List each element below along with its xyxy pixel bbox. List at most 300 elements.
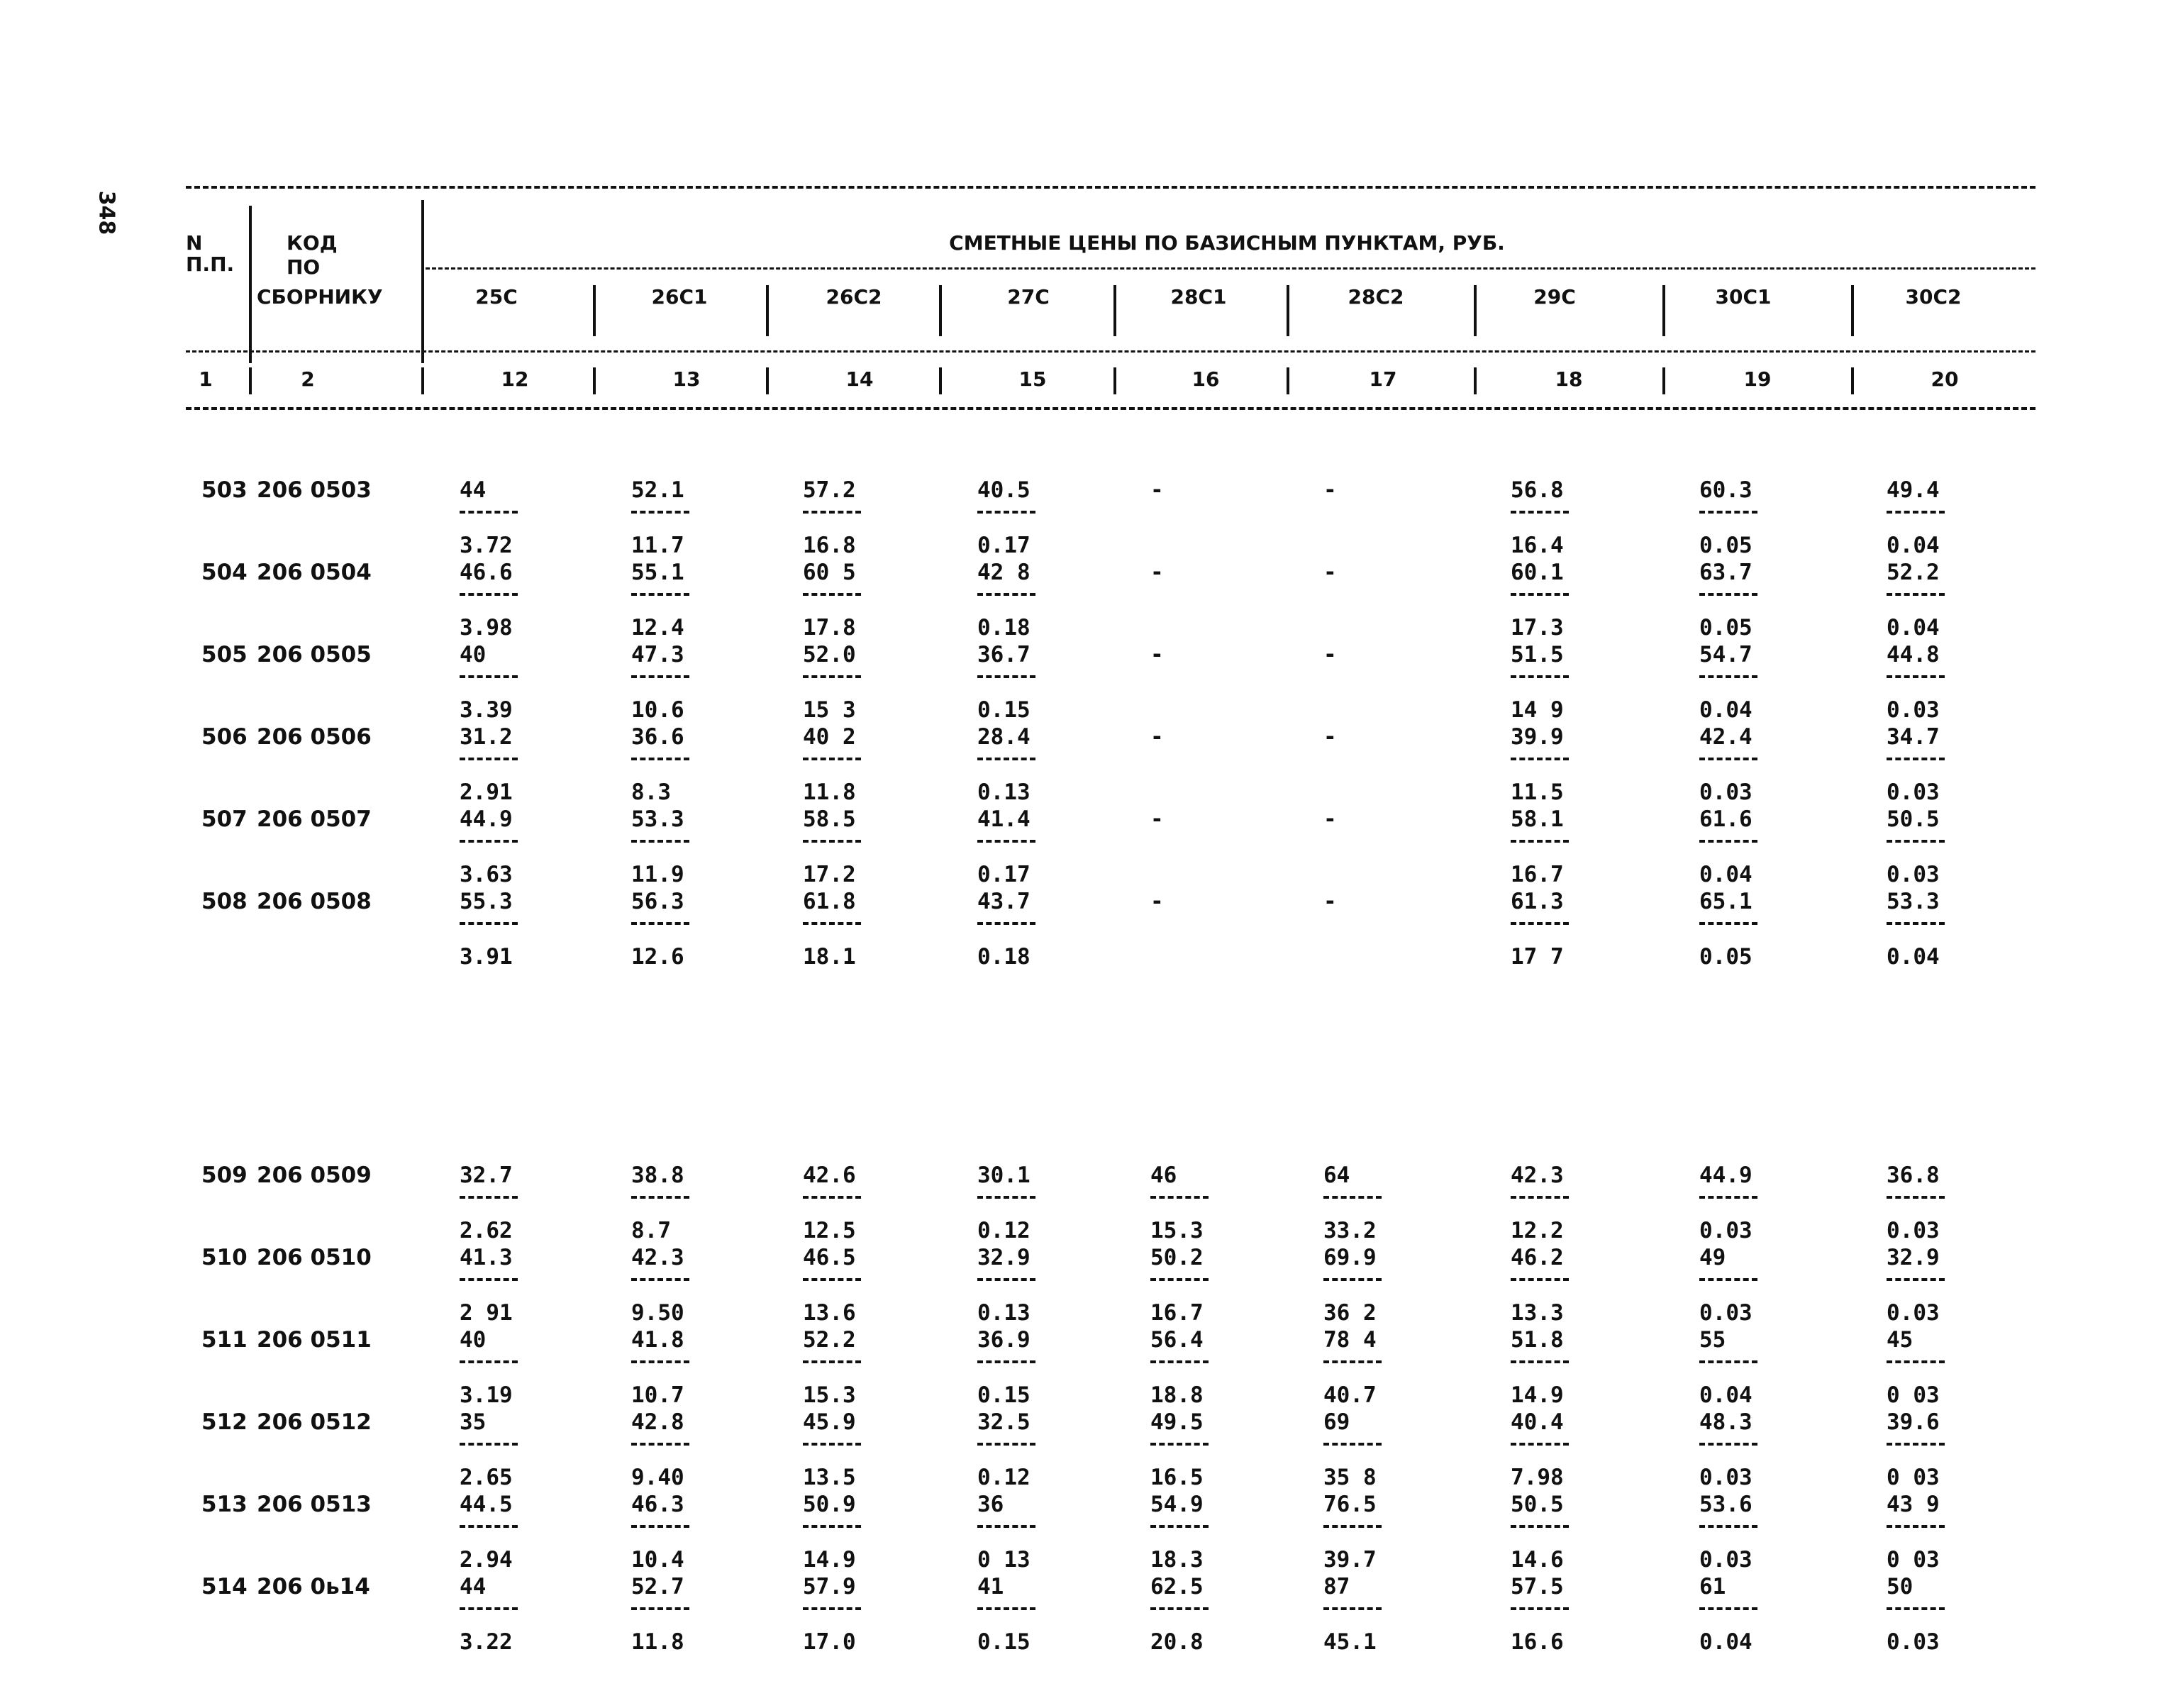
page-number: 348 bbox=[94, 190, 119, 235]
fraction-rule bbox=[1323, 1525, 1382, 1528]
price-value: 51.8 bbox=[1511, 1327, 1564, 1353]
secondary-value: 15.3 bbox=[1150, 1218, 1204, 1243]
secondary-value: 3.91 bbox=[460, 944, 513, 970]
secondary-value: 3.72 bbox=[460, 533, 513, 558]
secondary-value: 17.3 bbox=[1511, 615, 1564, 640]
fraction-rule bbox=[1150, 1360, 1209, 1363]
price-value: 50.5 bbox=[1511, 1492, 1564, 1517]
price-value: 64 bbox=[1323, 1163, 1350, 1188]
point-col-separator bbox=[593, 285, 596, 336]
secondary-value: 9.50 bbox=[631, 1300, 684, 1326]
price-value: 55 bbox=[1699, 1327, 1726, 1353]
price-value: 36.8 bbox=[1887, 1163, 1940, 1188]
fraction-rule bbox=[1887, 1196, 1945, 1199]
row-code: 206 0513 bbox=[257, 1492, 372, 1517]
price-value: 47.3 bbox=[631, 642, 684, 667]
secondary-value: 39.7 bbox=[1323, 1547, 1377, 1573]
point-col-separator bbox=[1287, 367, 1289, 394]
point-header: 27С bbox=[1007, 285, 1050, 309]
row-number: 513 bbox=[201, 1492, 248, 1517]
fraction-rule bbox=[1887, 1360, 1945, 1363]
fraction-rule bbox=[1150, 1196, 1209, 1199]
row-number: 503 bbox=[201, 477, 248, 503]
price-value: 32.9 bbox=[1887, 1245, 1940, 1270]
secondary-value: 0.04 bbox=[1699, 1629, 1752, 1655]
header-col-separator bbox=[421, 367, 424, 394]
price-value: 39.9 bbox=[1511, 724, 1564, 750]
fraction-rule bbox=[977, 1360, 1035, 1363]
fraction-rule bbox=[1699, 1443, 1757, 1446]
point-col-separator bbox=[1287, 285, 1289, 336]
fraction-rule bbox=[803, 1360, 861, 1363]
fraction-rule bbox=[1887, 1278, 1945, 1281]
price-value: 53.3 bbox=[1887, 889, 1940, 914]
point-header: 28С2 bbox=[1348, 285, 1404, 309]
secondary-value: 2.62 bbox=[460, 1218, 513, 1243]
fraction-rule bbox=[1699, 1360, 1757, 1363]
row-number: 510 bbox=[201, 1245, 248, 1270]
price-value: - bbox=[1323, 806, 1337, 832]
secondary-value: 0.03 bbox=[1699, 780, 1752, 805]
secondary-value: 14.6 bbox=[1511, 1547, 1564, 1573]
secondary-value: 12.6 bbox=[631, 944, 684, 970]
fraction-rule bbox=[460, 1360, 518, 1363]
row-number: 511 bbox=[201, 1327, 248, 1353]
price-value: - bbox=[1150, 477, 1164, 503]
fraction-rule bbox=[1511, 922, 1569, 925]
secondary-value: 16.7 bbox=[1511, 862, 1564, 887]
secondary-value: 3.19 bbox=[460, 1382, 513, 1408]
column-number: 13 bbox=[672, 367, 701, 391]
price-value: - bbox=[1150, 889, 1164, 914]
price-value: 41.8 bbox=[631, 1327, 684, 1353]
secondary-value: 11.8 bbox=[803, 780, 856, 805]
price-value: 46 bbox=[1150, 1163, 1177, 1188]
secondary-value: 17.2 bbox=[803, 862, 856, 887]
fraction-rule bbox=[1511, 1525, 1569, 1528]
fraction-rule bbox=[1511, 1443, 1569, 1446]
secondary-value: 0.03 bbox=[1887, 862, 1940, 887]
price-value: - bbox=[1323, 889, 1337, 914]
fraction-rule bbox=[631, 1525, 689, 1528]
secondary-value: 11.5 bbox=[1511, 780, 1564, 805]
fraction-rule bbox=[1887, 511, 1945, 514]
secondary-value: 16.7 bbox=[1150, 1300, 1204, 1326]
row-code: 206 0510 bbox=[257, 1245, 372, 1270]
point-col-separator bbox=[1113, 285, 1116, 336]
secondary-value: 16.6 bbox=[1511, 1629, 1564, 1655]
fraction-rule bbox=[460, 1525, 518, 1528]
price-value: 65.1 bbox=[1699, 889, 1752, 914]
secondary-value: 10.7 bbox=[631, 1382, 684, 1408]
secondary-value: 0.12 bbox=[977, 1218, 1031, 1243]
row-code: 206 0508 bbox=[257, 889, 372, 914]
fraction-rule bbox=[977, 1278, 1035, 1281]
price-value: 38.8 bbox=[631, 1163, 684, 1188]
price-value: 30.1 bbox=[977, 1163, 1031, 1188]
price-value: 56.3 bbox=[631, 889, 684, 914]
price-value: - bbox=[1150, 642, 1164, 667]
fraction-rule bbox=[460, 593, 518, 596]
fraction-rule bbox=[803, 675, 861, 678]
price-value: 56.8 bbox=[1511, 477, 1564, 503]
fraction-rule bbox=[1511, 758, 1569, 760]
fraction-rule bbox=[631, 1607, 689, 1610]
price-value: 56.4 bbox=[1150, 1327, 1204, 1353]
secondary-value: 14 9 bbox=[1511, 697, 1564, 723]
point-col-separator bbox=[1851, 285, 1854, 336]
fraction-rule bbox=[1511, 1196, 1569, 1199]
secondary-value: 33.2 bbox=[1323, 1218, 1377, 1243]
price-value: 63.7 bbox=[1699, 560, 1752, 585]
secondary-value: 17.8 bbox=[803, 615, 856, 640]
price-value: 36.6 bbox=[631, 724, 684, 750]
price-value: 61.8 bbox=[803, 889, 856, 914]
row-number: 514 bbox=[201, 1574, 248, 1599]
row-code: 206 0512 bbox=[257, 1409, 372, 1435]
price-value: 62.5 bbox=[1150, 1574, 1204, 1599]
secondary-value: 0.15 bbox=[977, 1629, 1031, 1655]
fraction-rule bbox=[803, 1607, 861, 1610]
price-value: 42.3 bbox=[1511, 1163, 1564, 1188]
price-value: 76.5 bbox=[1323, 1492, 1377, 1517]
price-value: 45 bbox=[1887, 1327, 1913, 1353]
header-mid-rule bbox=[426, 267, 2035, 270]
price-value: 61 bbox=[1699, 1574, 1726, 1599]
fraction-rule bbox=[1511, 1360, 1569, 1363]
point-header: 29С bbox=[1533, 285, 1576, 309]
secondary-value: 17 7 bbox=[1511, 944, 1564, 970]
fraction-rule bbox=[1699, 1525, 1757, 1528]
secondary-value: 2.65 bbox=[460, 1465, 513, 1490]
fraction-rule bbox=[803, 922, 861, 925]
price-value: 43.7 bbox=[977, 889, 1031, 914]
fraction-rule bbox=[631, 1196, 689, 1199]
price-value: 52.7 bbox=[631, 1574, 684, 1599]
price-value: 44.8 bbox=[1887, 642, 1940, 667]
price-value: 61.3 bbox=[1511, 889, 1564, 914]
fraction-rule bbox=[1323, 1607, 1382, 1610]
price-value: - bbox=[1150, 724, 1164, 750]
secondary-value: 0.03 bbox=[1887, 1300, 1940, 1326]
secondary-value: 40.7 bbox=[1323, 1382, 1377, 1408]
fraction-rule bbox=[977, 758, 1035, 760]
price-value: 69.9 bbox=[1323, 1245, 1377, 1270]
column-number: 14 bbox=[845, 367, 874, 391]
price-value: 57.9 bbox=[803, 1574, 856, 1599]
price-value: 55.3 bbox=[460, 889, 513, 914]
fraction-rule bbox=[1511, 675, 1569, 678]
price-value: 57.5 bbox=[1511, 1574, 1564, 1599]
secondary-value: 2.91 bbox=[460, 780, 513, 805]
point-col-separator bbox=[593, 367, 596, 394]
price-value: 52.1 bbox=[631, 477, 684, 503]
fraction-rule bbox=[977, 1525, 1035, 1528]
point-header: 25С bbox=[475, 285, 518, 309]
price-value: 44 bbox=[460, 1574, 487, 1599]
fraction-rule bbox=[977, 593, 1035, 596]
fraction-rule bbox=[977, 1443, 1035, 1446]
header-title: СМЕТНЫЕ ЦЕНЫ ПО БАЗИСНЫМ ПУНКТАМ, РУБ. bbox=[949, 231, 1505, 255]
price-value: 78 4 bbox=[1323, 1327, 1377, 1353]
fraction-rule bbox=[460, 1443, 518, 1446]
fraction-rule bbox=[1887, 922, 1945, 925]
point-col-separator bbox=[766, 367, 769, 394]
point-col-separator bbox=[1113, 367, 1116, 394]
fraction-rule bbox=[1699, 593, 1757, 596]
secondary-value: 36 2 bbox=[1323, 1300, 1377, 1326]
price-value: 32.9 bbox=[977, 1245, 1031, 1270]
secondary-value: 0 03 bbox=[1887, 1382, 1940, 1408]
secondary-value: 0.13 bbox=[977, 1300, 1031, 1326]
price-value: 39.6 bbox=[1887, 1409, 1940, 1435]
secondary-value: 0.03 bbox=[1699, 1465, 1752, 1490]
secondary-value: 0.03 bbox=[1887, 1629, 1940, 1655]
price-value: 42.6 bbox=[803, 1163, 856, 1188]
secondary-value: 7.98 bbox=[1511, 1465, 1564, 1490]
column-number: 17 bbox=[1369, 367, 1397, 391]
point-header: 26С2 bbox=[826, 285, 882, 309]
fraction-rule bbox=[1150, 1278, 1209, 1281]
price-value: 61.6 bbox=[1699, 806, 1752, 832]
secondary-value: 3.63 bbox=[460, 862, 513, 887]
point-header: 30С1 bbox=[1715, 285, 1772, 309]
fraction-rule bbox=[1699, 1196, 1757, 1199]
secondary-value: 0.15 bbox=[977, 1382, 1031, 1408]
point-col-separator bbox=[766, 285, 769, 336]
price-value: 45.9 bbox=[803, 1409, 856, 1435]
secondary-value: 12.5 bbox=[803, 1218, 856, 1243]
secondary-value: 11.8 bbox=[631, 1629, 684, 1655]
column-number: 15 bbox=[1018, 367, 1047, 391]
header-col-separator bbox=[249, 367, 252, 394]
point-col-separator bbox=[1662, 367, 1665, 394]
secondary-value: 0.03 bbox=[1699, 1547, 1752, 1573]
fraction-rule bbox=[631, 1278, 689, 1281]
row-code: 206 0505 bbox=[257, 642, 372, 667]
row-number: 504 bbox=[201, 560, 248, 585]
price-value: 42.4 bbox=[1699, 724, 1752, 750]
fraction-rule bbox=[803, 511, 861, 514]
secondary-value: 0.04 bbox=[1887, 615, 1940, 640]
price-value: 52.2 bbox=[803, 1327, 856, 1353]
column-number: 1 bbox=[199, 367, 213, 391]
price-value: 49 bbox=[1699, 1245, 1726, 1270]
price-value: 36.7 bbox=[977, 642, 1031, 667]
fraction-rule bbox=[631, 511, 689, 514]
price-value: 60.3 bbox=[1699, 477, 1752, 503]
fraction-rule bbox=[977, 1607, 1035, 1610]
fraction-rule bbox=[1699, 675, 1757, 678]
fraction-rule bbox=[977, 840, 1035, 843]
secondary-value: 11.7 bbox=[631, 533, 684, 558]
column-number: 12 bbox=[501, 367, 529, 391]
fraction-rule bbox=[460, 675, 518, 678]
secondary-value: 0.13 bbox=[977, 780, 1031, 805]
price-value: 44 bbox=[460, 477, 487, 503]
header-np-label-line1: N bbox=[186, 231, 203, 255]
secondary-value: 0.12 bbox=[977, 1465, 1031, 1490]
secondary-value: 17.0 bbox=[803, 1629, 856, 1655]
price-value: 42.8 bbox=[631, 1409, 684, 1435]
secondary-value: 0.03 bbox=[1887, 697, 1940, 723]
header-col-separator bbox=[249, 206, 252, 363]
secondary-value: 35 8 bbox=[1323, 1465, 1377, 1490]
secondary-value: 0.17 bbox=[977, 533, 1031, 558]
price-value: 41.3 bbox=[460, 1245, 513, 1270]
secondary-value: 2.94 bbox=[460, 1547, 513, 1573]
fraction-rule bbox=[803, 1278, 861, 1281]
fraction-rule bbox=[460, 758, 518, 760]
price-value: 46.2 bbox=[1511, 1245, 1564, 1270]
header-code-label-line3: СБОРНИКУ bbox=[257, 285, 383, 309]
fraction-rule bbox=[1150, 1525, 1209, 1528]
secondary-value: 13.6 bbox=[803, 1300, 856, 1326]
header-code-label-line2: ПО bbox=[287, 255, 321, 279]
point-col-separator bbox=[1474, 285, 1477, 336]
point-col-separator bbox=[1662, 285, 1665, 336]
price-value: 42.3 bbox=[631, 1245, 684, 1270]
price-value: - bbox=[1150, 806, 1164, 832]
header-np-label-line2: П.П. bbox=[186, 253, 235, 276]
price-value: 40 2 bbox=[803, 724, 856, 750]
price-value: 46.3 bbox=[631, 1492, 684, 1517]
fraction-rule bbox=[1887, 758, 1945, 760]
column-number: 2 bbox=[301, 367, 315, 391]
fraction-rule bbox=[977, 1196, 1035, 1199]
price-value: 60 5 bbox=[803, 560, 856, 585]
header-col-separator bbox=[421, 200, 424, 363]
fraction-rule bbox=[631, 1443, 689, 1446]
fraction-rule bbox=[1699, 511, 1757, 514]
secondary-value: 16.8 bbox=[803, 533, 856, 558]
fraction-rule bbox=[977, 675, 1035, 678]
secondary-value: 0.04 bbox=[1887, 944, 1940, 970]
row-number: 505 bbox=[201, 642, 248, 667]
price-value: 50.2 bbox=[1150, 1245, 1204, 1270]
row-number: 507 bbox=[201, 806, 248, 832]
fraction-rule bbox=[460, 840, 518, 843]
secondary-value: 0.17 bbox=[977, 862, 1031, 887]
price-value: 34.7 bbox=[1887, 724, 1940, 750]
fraction-rule bbox=[803, 1525, 861, 1528]
price-value: 40 bbox=[460, 642, 487, 667]
point-col-separator bbox=[1474, 367, 1477, 394]
price-value: 36.9 bbox=[977, 1327, 1031, 1353]
column-number: 19 bbox=[1743, 367, 1772, 391]
fraction-rule bbox=[803, 1196, 861, 1199]
secondary-value: 13.5 bbox=[803, 1465, 856, 1490]
price-value: 44.9 bbox=[460, 806, 513, 832]
price-value: 57.2 bbox=[803, 477, 856, 503]
price-value: 46.5 bbox=[803, 1245, 856, 1270]
header-lower-rule bbox=[186, 350, 2035, 353]
fraction-rule bbox=[1511, 1607, 1569, 1610]
secondary-value: 0.18 bbox=[977, 944, 1031, 970]
price-value: 46.6 bbox=[460, 560, 513, 585]
secondary-value: 0.15 bbox=[977, 697, 1031, 723]
fraction-rule bbox=[803, 758, 861, 760]
fraction-rule bbox=[1150, 1607, 1209, 1610]
fraction-rule bbox=[977, 511, 1035, 514]
price-value: 54.7 bbox=[1699, 642, 1752, 667]
secondary-value: 13.3 bbox=[1511, 1300, 1564, 1326]
row-code: 206 0506 bbox=[257, 724, 372, 750]
secondary-value: 15.3 bbox=[803, 1382, 856, 1408]
secondary-value: 8.7 bbox=[631, 1218, 671, 1243]
point-header: 28С1 bbox=[1170, 285, 1227, 309]
price-value: 40.4 bbox=[1511, 1409, 1564, 1435]
fraction-rule bbox=[1511, 1278, 1569, 1281]
point-col-separator bbox=[939, 285, 942, 336]
row-code: 206 0509 bbox=[257, 1163, 372, 1188]
secondary-value: 3.98 bbox=[460, 615, 513, 640]
secondary-value: 3.39 bbox=[460, 697, 513, 723]
price-value: 40 bbox=[460, 1327, 487, 1353]
fraction-rule bbox=[631, 1360, 689, 1363]
price-value: 31.2 bbox=[460, 724, 513, 750]
secondary-value: 0.05 bbox=[1699, 615, 1752, 640]
price-value: 32.7 bbox=[460, 1163, 513, 1188]
fraction-rule bbox=[460, 1196, 518, 1199]
price-value: 53.3 bbox=[631, 806, 684, 832]
price-value: - bbox=[1323, 477, 1337, 503]
price-value: 50 bbox=[1887, 1574, 1913, 1599]
secondary-value: 8.3 bbox=[631, 780, 671, 805]
row-code: 206 0503 bbox=[257, 477, 372, 503]
fraction-rule bbox=[1511, 593, 1569, 596]
secondary-value: 0.03 bbox=[1699, 1300, 1752, 1326]
secondary-value: 18.3 bbox=[1150, 1547, 1204, 1573]
secondary-value: 14.9 bbox=[803, 1547, 856, 1573]
secondary-value: 0.05 bbox=[1699, 533, 1752, 558]
fraction-rule bbox=[1323, 1278, 1382, 1281]
secondary-value: 0 13 bbox=[977, 1547, 1031, 1573]
fraction-rule bbox=[1150, 1443, 1209, 1446]
fraction-rule bbox=[1511, 511, 1569, 514]
price-value: - bbox=[1150, 560, 1164, 585]
price-value: 50.9 bbox=[803, 1492, 856, 1517]
fraction-rule bbox=[1699, 1278, 1757, 1281]
fraction-rule bbox=[460, 1278, 518, 1281]
price-value: 54.9 bbox=[1150, 1492, 1204, 1517]
price-value: 87 bbox=[1323, 1574, 1350, 1599]
fraction-rule bbox=[977, 922, 1035, 925]
fraction-rule bbox=[631, 840, 689, 843]
secondary-value: 18.8 bbox=[1150, 1382, 1204, 1408]
secondary-value: 14.9 bbox=[1511, 1382, 1564, 1408]
secondary-value: 9.40 bbox=[631, 1465, 684, 1490]
fraction-rule bbox=[631, 758, 689, 760]
fraction-rule bbox=[1887, 1607, 1945, 1610]
fraction-rule bbox=[1887, 593, 1945, 596]
point-col-separator bbox=[939, 367, 942, 394]
price-value: 52.2 bbox=[1887, 560, 1940, 585]
fraction-rule bbox=[803, 1443, 861, 1446]
row-code: 206 0511 bbox=[257, 1327, 372, 1353]
secondary-value: 0.04 bbox=[1699, 862, 1752, 887]
price-value: 51.5 bbox=[1511, 642, 1564, 667]
column-number: 20 bbox=[1931, 367, 1959, 391]
price-value: 50.5 bbox=[1887, 806, 1940, 832]
price-value: 42 8 bbox=[977, 560, 1031, 585]
secondary-value: 15 3 bbox=[803, 697, 856, 723]
secondary-value: 0.04 bbox=[1887, 533, 1940, 558]
fraction-rule bbox=[1699, 758, 1757, 760]
secondary-value: 10.6 bbox=[631, 697, 684, 723]
secondary-value: 3.22 bbox=[460, 1629, 513, 1655]
secondary-value: 0.18 bbox=[977, 615, 1031, 640]
